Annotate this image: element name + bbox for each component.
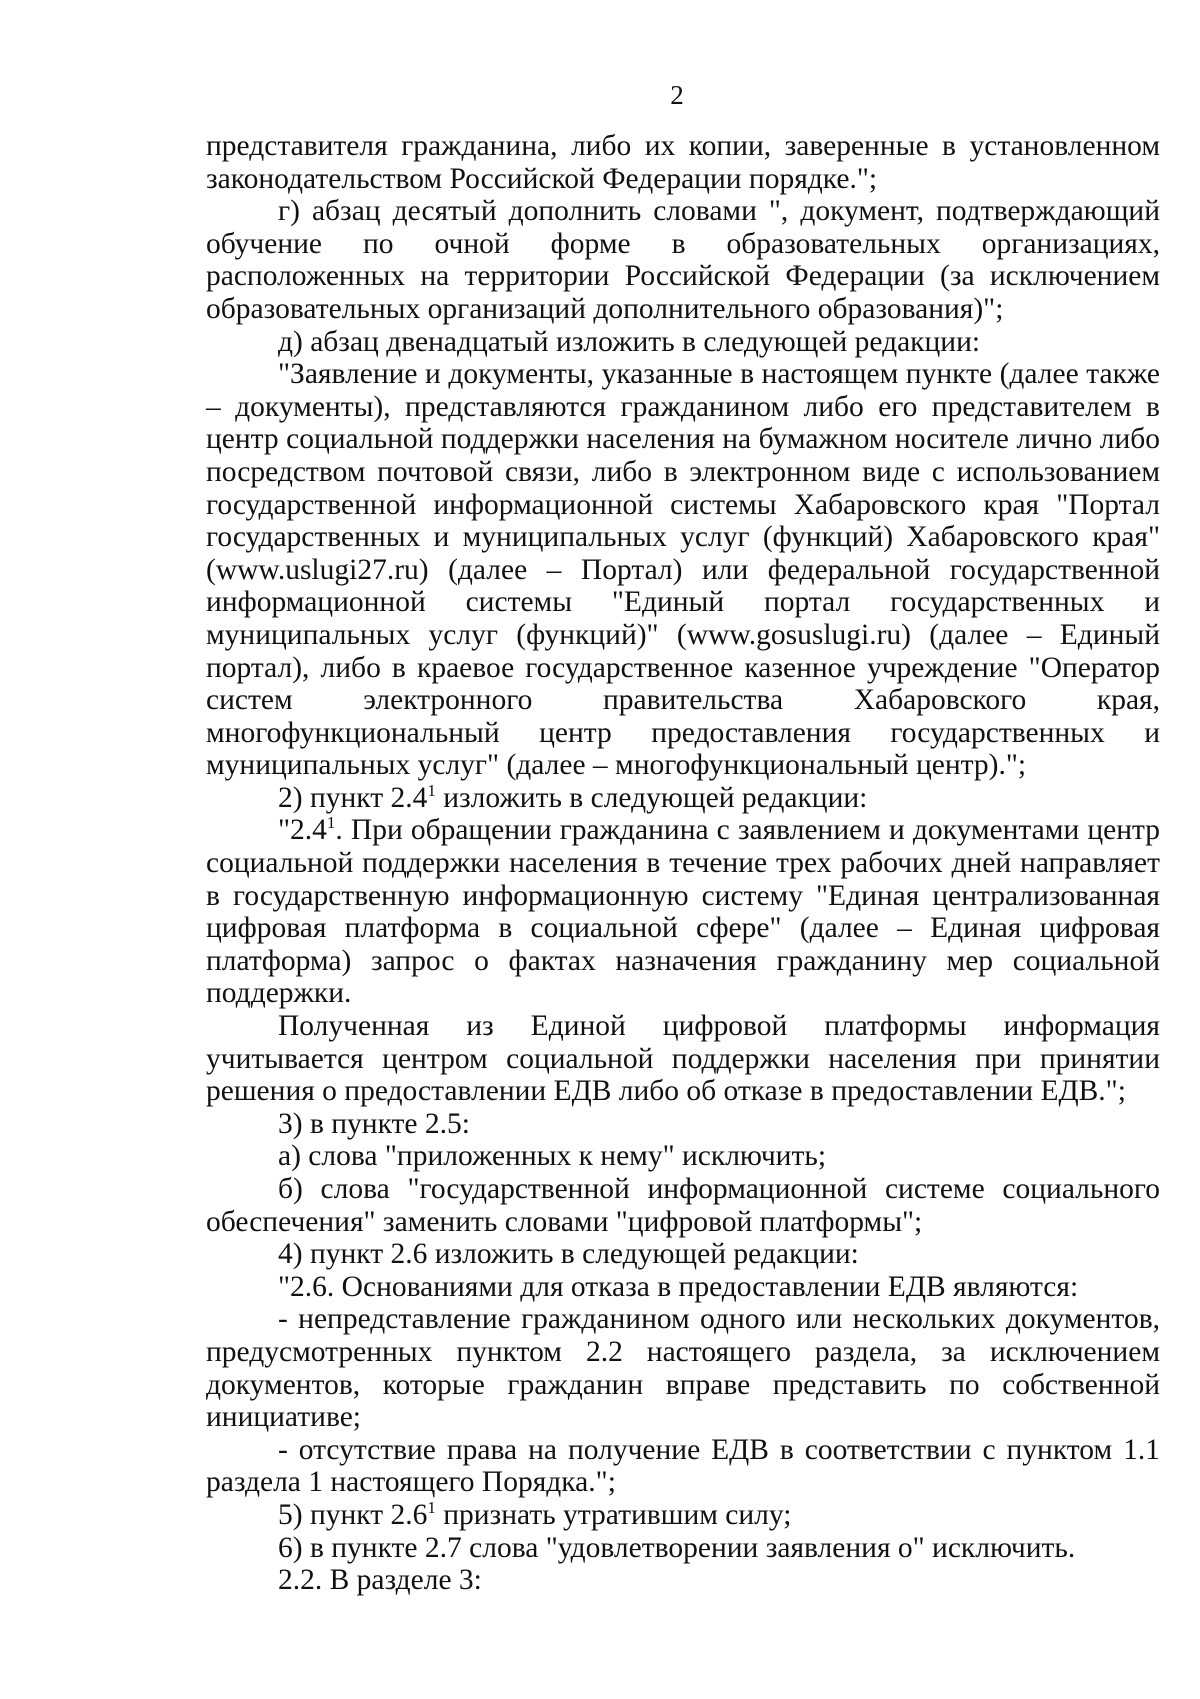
text-segment: . При обращении гражданина с заявлением и документами центр социальной поддержки населения в течение трех рабочих дней направляет в государственную информационную систему "Единая централизованная цифровая платформа в социальной сфере" (далее – Единая цифровая платформа) запрос о фактах назначения гражданину мер социальной поддержки.: [206, 814, 1160, 1010]
superscript: 1: [326, 813, 336, 833]
paragraph-clause-2-6: "2.6. Основаниями для отказа в предоставлении ЕДВ являются:: [278, 1270, 1079, 1303]
paragraph-item-3: 3) в пункте 2.5:: [278, 1107, 470, 1140]
paragraph-item-4: 4) пункт 2.6 изложить в следующей редакции:: [278, 1238, 859, 1271]
page-number: 2: [670, 80, 684, 110]
paragraph-continuation: представителя гражданина, либо их копии, заверенные в установленном законодательством Российской Федерации порядке.";: [206, 130, 1160, 195]
paragraph-item-6: 6) в пункте 2.7 слова "удовлетворении заявления о" исключить.: [278, 1531, 1076, 1564]
text-segment: признать утратившим силу;: [435, 1498, 792, 1531]
document-body: [206, 130, 1160, 1597]
text-segment: "2.4: [278, 814, 327, 847]
paragraph-section-2-2: 2.2. В разделе 3:: [278, 1564, 482, 1597]
paragraph-item-b: б) слова "государственной информационной системе социального обеспечения" заменить словами "цифровой платформы";: [206, 1173, 1160, 1238]
paragraph-item-a: а) слова "приложенных к нему" исключить;: [278, 1140, 827, 1173]
paragraph-item-2: [206, 782, 1160, 815]
paragraph-item-d: д) абзац двенадцатый изложить в следующей редакции:: [278, 325, 981, 358]
paragraph-item-g: г) абзац десятый дополнить словами ", документ, подтверждающий обучение по очной форме в образовательных организациях, расположенных на территории Российской Федерации (за исключением образовательных организаций дополнительного образования)";: [206, 195, 1160, 325]
paragraph-refusal-reason-2: - отсутствие права на получение ЕДВ в соответствии с пунктом 1.1 раздела 1 настоящего Порядка.";: [206, 1433, 1160, 1499]
superscript: 1: [427, 780, 436, 800]
paragraph-application-text: "Заявление и документы, указанные в настоящем пункте (далее также – документы), представляются гражданином либо его представителем в центр социальной поддержки населения на бумажном носителе лично либо посредством почтовой связи, либо в электронном виде с использованием государственной информационной системы Хабаровского края "Портал государственных и муниципальных услуг (функций) Хабаровского края" (www.uslugi27.ru) (далее – Портал) или федеральной государственной информационной системы "Единый портал государственных и муниципальных услуг (функций)" (www.gosuslugi.ru) (далее – Единый портал), либо в краевое государственное казенное учреждение "Оператор систем электронного правительства Хабаровского края, многофункциональный центр предоставления государственных и муниципальных услуг" (далее – многофункциональный центр).";: [206, 358, 1160, 782]
paragraph-clause-2-4-1: [206, 814, 1160, 1010]
paragraph-platform-info: Полученная из Единой цифровой платформы информация учитывается центром социальной поддержки населения при принятии решения о предоставлении ЕДВ либо об отказе в предоставлении ЕДВ.";: [206, 1010, 1160, 1108]
text-segment: 2) пункт 2.4: [278, 781, 428, 814]
paragraph-refusal-reason-1: - непредставление гражданином одного или нескольких документов, предусмотренных пунктом 2.2 настоящего раздела, за исключением документов, которые гражданин вправе представить по собственной инициативе;: [206, 1303, 1160, 1434]
text-segment: 5) пункт 2.6: [278, 1498, 428, 1531]
paragraph-item-5: [206, 1499, 1160, 1532]
text-segment: изложить в следующей редакции:: [435, 781, 868, 814]
superscript: 1: [427, 1497, 436, 1517]
